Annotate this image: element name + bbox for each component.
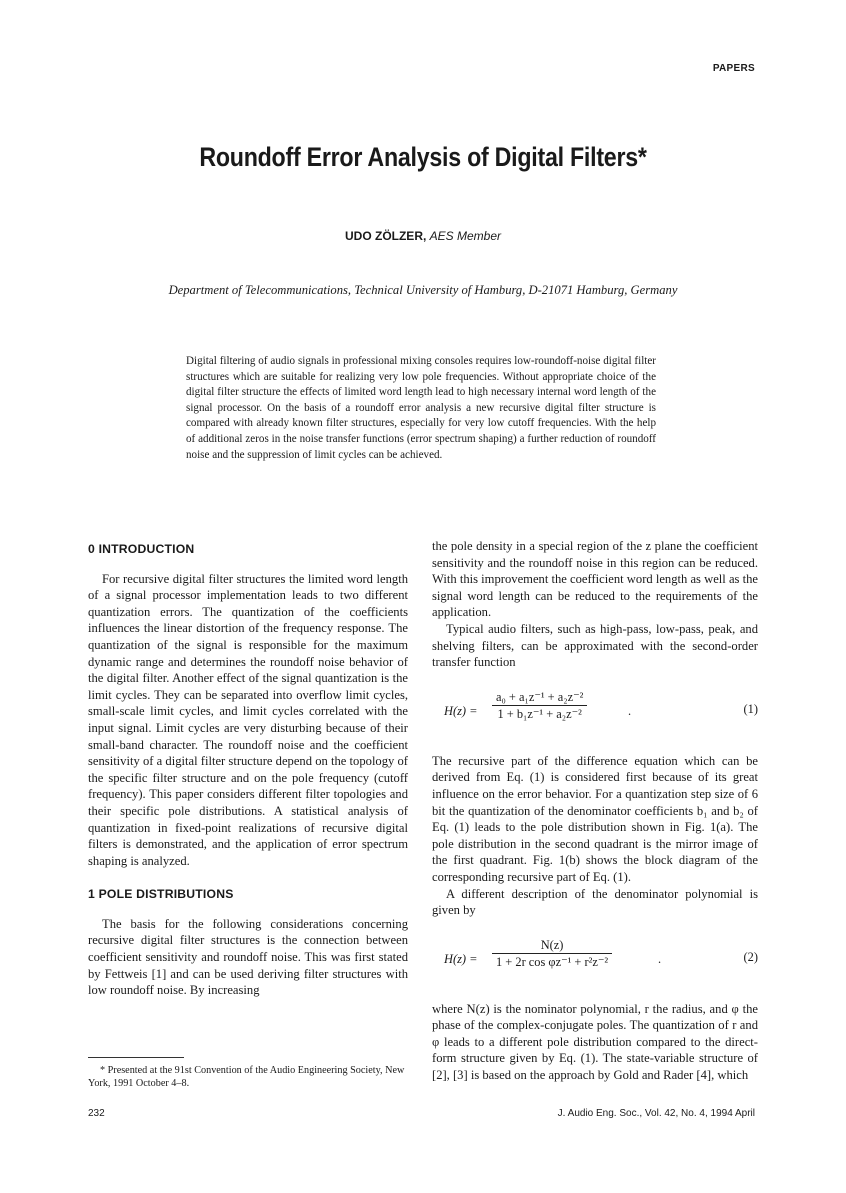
equation-2: [432, 931, 758, 993]
eq2-fraction: [492, 937, 612, 971]
pole-distributions-paragraph: The basis for the following considerations concerning recursive digital filter structures is the connection between coefficient sensitivity and roundoff noise. This was first stated by Fettweis [1] and can be used deriving filter structures with low roundoff noise. By increasing: [88, 916, 408, 998]
footnote-rule: [88, 1057, 184, 1058]
eq1-denominator: 1 + b₁z⁻¹ + a₂z⁻²: [497, 707, 582, 722]
author-name: UDO ZÖLZER,: [344, 229, 427, 243]
running-header: PAPERS: [712, 63, 755, 74]
page-number: 232: [88, 1108, 105, 1119]
eq1-number: (1): [743, 701, 758, 716]
abstract: Digital filtering of audio signals in professional mixing consoles requires low-roundoff-noise digital filter structures which are suitable for realizing very low pole frequencies. Without appropriate choice of the digital filter structure the effects of limited word length lead to high necessary internal word length of the signal processor. On the basis of a roundoff error analysis a new recursive digital filter structure is compared with already known filter structures, especially for very low cutoff frequencies. With the help of additional zeros in the noise transfer functions (error spectrum shaping) a further reduction of roundoff noise and the suppression of limit cycles can be achieved.: [186, 355, 656, 461]
author-line: [0, 229, 846, 243]
eq1-numerator: a₀ + a₁z⁻¹ + a₂z⁻²: [492, 689, 587, 707]
left-column: [88, 541, 408, 999]
journal-citation: J. Audio Eng. Soc., Vol. 42, No. 4, 1994 April: [557, 1108, 755, 1119]
section-heading-pole-distributions: 1 POLE DISTRIBUTIONS: [88, 887, 234, 902]
equation-1: [432, 683, 758, 745]
footnote: * Presented at the 91st Convention of the Audio Engineering Society, New York, 1991 October 4–8.: [88, 1065, 405, 1090]
eq2-denominator: 1 + 2r cos φz⁻¹ + r²z⁻²: [496, 955, 609, 970]
eq2-number: (2): [743, 949, 758, 964]
section-heading-introduction: 0 INTRODUCTION: [88, 542, 195, 556]
affiliation: Department of Telecommunications, Technical University of Hamburg, D-21071 Hamburg, Germany: [168, 283, 678, 297]
eq2-numerator: N(z): [492, 937, 612, 955]
intro-paragraph: For recursive digital filter structures the limited word length of a signal processor implementation leads to two different quantization errors. The quantization of the coefficients influences the linear distortion of the frequency response. The quantization of the signal is responsible for the maximum dynamic range and determines the roundoff noise behavior of the digital filter. Another effect of the signal quantization is the limit cycles. They can be separated into overflow limit cycles, small-scale limit cycles, and limit cycles correlated with the input signal. Limit cycles are very disturbing because of their small-band character. The roundoff noise and the coefficient sensitivity of a digital filter structure depend on the topology of the specific filter structure and on the pole frequency (cutoff frequency). This paper considers different filter topologies and their specific pole distributions. A statistical analysis of quantization in fixed-point realizations of recursive digital filters is demonstrated, and the application of error spectrum shaping is analyzed.: [88, 571, 408, 868]
paragraph-audio-filters: Typical audio filters, such as high-pass, low-pass, peak, and shelving filters, can be approximated with the second-order transfer function: [432, 621, 758, 670]
eq1-lhs: H(z) =: [444, 703, 478, 718]
paragraph-denominator: A different description of the denominator polynomial is given by: [432, 886, 758, 918]
eq1-fraction: [492, 689, 587, 723]
eq2-lhs: H(z) =: [444, 951, 478, 966]
author-membership: AES Member: [429, 229, 502, 243]
paper-title: Roundoff Error Analysis of Digital Filters*: [199, 142, 647, 172]
paragraph-recursive-part: The recursive part of the difference equation which can be derived from Eq. (1) is considered first because of its great influence on the error behavior. For a quantization step size of 6 bit the quantization of the denominator coefficients b₁ and b₂ of Eq. (1) leads to the pole distribution shown in Fig. 1(a). The pole distribution in the second quadrant is the mirror image of the first quadrant. Fig. 1(b) shows the block diagram of the corresponding recursive part of Eq. (1).: [432, 753, 758, 884]
eq1-tail: .: [628, 703, 632, 718]
paragraph-nominator: where N(z) is the nominator polynomial, r the radius, and φ the phase of the complex-conjugate poles. The quantization of r and φ leads to a different pole distribution compared to the direct-form structure given by Eq. (1). The state-variable structure of [2], [3] is based on the approach by Gold and Rader [4], which: [432, 1001, 758, 1083]
right-column: [432, 538, 758, 1084]
paragraph-pole-density: the pole density in a special region of the z plane the coefficient sensitivity and the roundoff noise in this region can be reduced. With this improvement the coefficient word length as well as the signal word length can be reduced to the requirements of the application.: [432, 539, 758, 620]
eq2-tail: .: [658, 951, 662, 966]
